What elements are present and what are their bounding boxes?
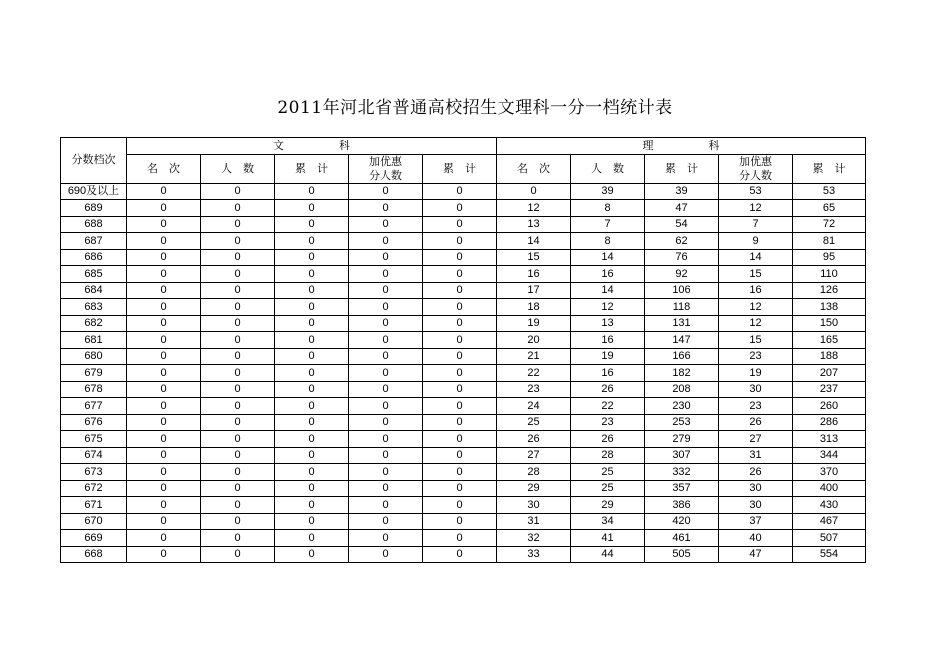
value-cell: 370 <box>793 464 866 481</box>
value-cell: 30 <box>719 381 793 398</box>
table-row <box>61 513 866 530</box>
score-cell: 678 <box>61 381 127 398</box>
value-cell: 0 <box>201 332 275 349</box>
value-cell: 0 <box>275 530 349 547</box>
table-row <box>61 282 866 299</box>
value-cell: 24 <box>497 398 571 415</box>
wenke-col-header: 累 计 <box>275 154 349 183</box>
value-cell: 0 <box>127 183 201 200</box>
value-cell: 53 <box>793 183 866 200</box>
wenke-header: 文 科 <box>127 138 497 155</box>
table-row <box>61 183 866 200</box>
value-cell: 0 <box>275 497 349 514</box>
value-cell: 40 <box>719 530 793 547</box>
table-row <box>61 381 866 398</box>
value-cell: 31 <box>497 513 571 530</box>
value-cell: 8 <box>571 200 645 217</box>
value-cell: 0 <box>423 183 497 200</box>
value-cell: 0 <box>349 249 423 266</box>
value-cell: 19 <box>571 348 645 365</box>
value-cell: 16 <box>571 365 645 382</box>
value-cell: 0 <box>201 381 275 398</box>
value-cell: 0 <box>275 546 349 563</box>
value-cell: 76 <box>645 249 719 266</box>
value-cell: 0 <box>127 381 201 398</box>
value-cell: 0 <box>201 497 275 514</box>
value-cell: 31 <box>719 447 793 464</box>
value-cell: 0 <box>349 348 423 365</box>
value-cell: 138 <box>793 299 866 316</box>
value-cell: 53 <box>719 183 793 200</box>
value-cell: 0 <box>423 299 497 316</box>
value-cell: 39 <box>645 183 719 200</box>
value-cell: 0 <box>349 530 423 547</box>
value-cell: 430 <box>793 497 866 514</box>
value-cell: 208 <box>645 381 719 398</box>
value-cell: 0 <box>201 480 275 497</box>
table-row <box>61 365 866 382</box>
value-cell: 13 <box>571 315 645 332</box>
value-cell: 332 <box>645 464 719 481</box>
value-cell: 0 <box>423 200 497 217</box>
value-cell: 0 <box>127 200 201 217</box>
value-cell: 165 <box>793 332 866 349</box>
value-cell: 0 <box>349 513 423 530</box>
value-cell: 26 <box>497 431 571 448</box>
value-cell: 0 <box>275 315 349 332</box>
value-cell: 28 <box>571 447 645 464</box>
table-row <box>61 249 866 266</box>
value-cell: 0 <box>127 431 201 448</box>
value-cell: 0 <box>349 381 423 398</box>
value-cell: 0 <box>127 249 201 266</box>
value-cell: 0 <box>127 233 201 250</box>
value-cell: 0 <box>275 431 349 448</box>
value-cell: 260 <box>793 398 866 415</box>
value-cell: 554 <box>793 546 866 563</box>
value-cell: 17 <box>497 282 571 299</box>
value-cell: 0 <box>423 249 497 266</box>
value-cell: 0 <box>127 497 201 514</box>
value-cell: 22 <box>497 365 571 382</box>
value-cell: 0 <box>275 464 349 481</box>
value-cell: 0 <box>349 546 423 563</box>
table-row <box>61 233 866 250</box>
score-cell: 672 <box>61 480 127 497</box>
like-col-header: 名 次 <box>497 154 571 183</box>
value-cell: 0 <box>127 266 201 283</box>
value-cell: 0 <box>349 464 423 481</box>
value-cell: 188 <box>793 348 866 365</box>
value-cell: 0 <box>275 299 349 316</box>
value-cell: 0 <box>423 266 497 283</box>
value-cell: 28 <box>497 464 571 481</box>
value-cell: 0 <box>275 447 349 464</box>
value-cell: 307 <box>645 447 719 464</box>
value-cell: 253 <box>645 414 719 431</box>
score-cell: 668 <box>61 546 127 563</box>
value-cell: 0 <box>201 447 275 464</box>
value-cell: 39 <box>571 183 645 200</box>
value-cell: 16 <box>719 282 793 299</box>
value-cell: 0 <box>275 216 349 233</box>
value-cell: 0 <box>127 447 201 464</box>
table-row <box>61 266 866 283</box>
like-col-header: 人 数 <box>571 154 645 183</box>
value-cell: 0 <box>349 431 423 448</box>
value-cell: 0 <box>275 266 349 283</box>
value-cell: 0 <box>201 216 275 233</box>
value-cell: 279 <box>645 431 719 448</box>
table-row <box>61 546 866 563</box>
value-cell: 507 <box>793 530 866 547</box>
value-cell: 461 <box>645 530 719 547</box>
value-cell: 0 <box>201 546 275 563</box>
value-cell: 0 <box>201 464 275 481</box>
value-cell: 0 <box>275 332 349 349</box>
score-cell: 682 <box>61 315 127 332</box>
value-cell: 0 <box>423 431 497 448</box>
table-row <box>61 414 866 431</box>
value-cell: 0 <box>349 299 423 316</box>
value-cell: 0 <box>127 530 201 547</box>
score-cell: 680 <box>61 348 127 365</box>
value-cell: 166 <box>645 348 719 365</box>
value-cell: 0 <box>201 249 275 266</box>
value-cell: 386 <box>645 497 719 514</box>
value-cell: 27 <box>719 431 793 448</box>
value-cell: 0 <box>423 398 497 415</box>
value-cell: 0 <box>275 513 349 530</box>
value-cell: 25 <box>571 480 645 497</box>
value-cell: 23 <box>719 398 793 415</box>
value-cell: 207 <box>793 365 866 382</box>
value-cell: 44 <box>571 546 645 563</box>
value-cell: 150 <box>793 315 866 332</box>
value-cell: 0 <box>423 447 497 464</box>
value-cell: 0 <box>423 464 497 481</box>
wenke-col-header: 加优惠 分人数 <box>349 154 423 183</box>
table-row <box>61 315 866 332</box>
value-cell: 0 <box>127 546 201 563</box>
value-cell: 20 <box>497 332 571 349</box>
value-cell: 14 <box>571 249 645 266</box>
value-cell: 47 <box>719 546 793 563</box>
value-cell: 23 <box>497 381 571 398</box>
score-cell: 689 <box>61 200 127 217</box>
value-cell: 0 <box>201 299 275 316</box>
value-cell: 0 <box>201 530 275 547</box>
value-cell: 110 <box>793 266 866 283</box>
value-cell: 0 <box>127 315 201 332</box>
value-cell: 29 <box>497 480 571 497</box>
value-cell: 0 <box>423 282 497 299</box>
value-cell: 0 <box>349 200 423 217</box>
value-cell: 30 <box>719 497 793 514</box>
value-cell: 0 <box>275 414 349 431</box>
score-cell: 670 <box>61 513 127 530</box>
like-col-header: 累 计 <box>793 154 866 183</box>
value-cell: 344 <box>793 447 866 464</box>
value-cell: 41 <box>571 530 645 547</box>
value-cell: 0 <box>127 299 201 316</box>
value-cell: 12 <box>719 315 793 332</box>
value-cell: 0 <box>201 431 275 448</box>
value-cell: 0 <box>201 348 275 365</box>
value-cell: 0 <box>349 216 423 233</box>
row-label-header: 分数档次 <box>61 138 127 184</box>
value-cell: 0 <box>423 365 497 382</box>
value-cell: 0 <box>127 398 201 415</box>
value-cell: 230 <box>645 398 719 415</box>
value-cell: 30 <box>719 480 793 497</box>
table-row <box>61 216 866 233</box>
value-cell: 0 <box>201 513 275 530</box>
value-cell: 0 <box>275 381 349 398</box>
wenke-col-header: 名 次 <box>127 154 201 183</box>
value-cell: 0 <box>127 332 201 349</box>
table-row <box>61 447 866 464</box>
value-cell: 0 <box>423 216 497 233</box>
score-cell: 685 <box>61 266 127 283</box>
value-cell: 0 <box>275 249 349 266</box>
value-cell: 0 <box>201 414 275 431</box>
value-cell: 0 <box>423 513 497 530</box>
value-cell: 0 <box>423 348 497 365</box>
value-cell: 0 <box>275 480 349 497</box>
value-cell: 286 <box>793 414 866 431</box>
value-cell: 0 <box>349 266 423 283</box>
score-cell: 684 <box>61 282 127 299</box>
value-cell: 0 <box>275 348 349 365</box>
wenke-col-header: 累 计 <box>423 154 497 183</box>
value-cell: 0 <box>423 381 497 398</box>
value-cell: 19 <box>719 365 793 382</box>
value-cell: 29 <box>571 497 645 514</box>
value-cell: 0 <box>349 480 423 497</box>
value-cell: 16 <box>571 332 645 349</box>
value-cell: 26 <box>719 414 793 431</box>
value-cell: 0 <box>127 464 201 481</box>
value-cell: 16 <box>497 266 571 283</box>
value-cell: 25 <box>497 414 571 431</box>
value-cell: 182 <box>645 365 719 382</box>
value-cell: 8 <box>571 233 645 250</box>
value-cell: 0 <box>349 447 423 464</box>
value-cell: 19 <box>497 315 571 332</box>
value-cell: 0 <box>275 398 349 415</box>
score-table <box>60 137 866 563</box>
value-cell: 25 <box>571 464 645 481</box>
value-cell: 21 <box>497 348 571 365</box>
header-row-group <box>61 138 866 155</box>
score-cell: 676 <box>61 414 127 431</box>
value-cell: 23 <box>719 348 793 365</box>
value-cell: 0 <box>127 365 201 382</box>
value-cell: 34 <box>571 513 645 530</box>
value-cell: 0 <box>201 315 275 332</box>
value-cell: 118 <box>645 299 719 316</box>
value-cell: 0 <box>275 183 349 200</box>
value-cell: 62 <box>645 233 719 250</box>
value-cell: 7 <box>719 216 793 233</box>
value-cell: 0 <box>349 282 423 299</box>
value-cell: 47 <box>645 200 719 217</box>
page-title: 2011年河北省普通高校招生文理科一分一档统计表 <box>277 98 673 118</box>
like-header: 理 科 <box>497 138 866 155</box>
value-cell: 15 <box>497 249 571 266</box>
value-cell: 0 <box>423 546 497 563</box>
value-cell: 0 <box>423 530 497 547</box>
value-cell: 0 <box>201 233 275 250</box>
value-cell: 33 <box>497 546 571 563</box>
table-row <box>61 464 866 481</box>
table-row <box>61 431 866 448</box>
score-cell: 677 <box>61 398 127 415</box>
value-cell: 12 <box>497 200 571 217</box>
value-cell: 54 <box>645 216 719 233</box>
score-cell: 687 <box>61 233 127 250</box>
value-cell: 37 <box>719 513 793 530</box>
value-cell: 0 <box>349 497 423 514</box>
header-row-columns <box>61 154 866 183</box>
value-cell: 467 <box>793 513 866 530</box>
value-cell: 0 <box>349 183 423 200</box>
value-cell: 313 <box>793 431 866 448</box>
value-cell: 14 <box>497 233 571 250</box>
table-row <box>61 299 866 316</box>
value-cell: 400 <box>793 480 866 497</box>
table-row <box>61 398 866 415</box>
value-cell: 65 <box>793 200 866 217</box>
like-col-header: 加优惠 分人数 <box>719 154 793 183</box>
value-cell: 0 <box>201 200 275 217</box>
value-cell: 505 <box>645 546 719 563</box>
value-cell: 0 <box>423 497 497 514</box>
value-cell: 0 <box>497 183 571 200</box>
value-cell: 0 <box>127 513 201 530</box>
value-cell: 0 <box>349 315 423 332</box>
value-cell: 81 <box>793 233 866 250</box>
value-cell: 15 <box>719 266 793 283</box>
value-cell: 420 <box>645 513 719 530</box>
value-cell: 0 <box>275 282 349 299</box>
table-row <box>61 332 866 349</box>
value-cell: 72 <box>793 216 866 233</box>
value-cell: 30 <box>497 497 571 514</box>
table-row <box>61 348 866 365</box>
value-cell: 131 <box>645 315 719 332</box>
value-cell: 0 <box>127 282 201 299</box>
table-row <box>61 497 866 514</box>
value-cell: 0 <box>201 365 275 382</box>
value-cell: 0 <box>423 414 497 431</box>
value-cell: 26 <box>571 431 645 448</box>
value-cell: 0 <box>201 282 275 299</box>
score-cell: 674 <box>61 447 127 464</box>
table-row <box>61 200 866 217</box>
like-col-header: 累 计 <box>645 154 719 183</box>
value-cell: 0 <box>201 398 275 415</box>
value-cell: 0 <box>127 414 201 431</box>
table-row <box>61 480 866 497</box>
value-cell: 12 <box>719 200 793 217</box>
value-cell: 18 <box>497 299 571 316</box>
value-cell: 95 <box>793 249 866 266</box>
value-cell: 26 <box>571 381 645 398</box>
score-cell: 671 <box>61 497 127 514</box>
value-cell: 26 <box>719 464 793 481</box>
score-cell: 686 <box>61 249 127 266</box>
value-cell: 12 <box>571 299 645 316</box>
score-cell: 675 <box>61 431 127 448</box>
value-cell: 0 <box>127 348 201 365</box>
value-cell: 14 <box>719 249 793 266</box>
score-cell: 683 <box>61 299 127 316</box>
value-cell: 7 <box>571 216 645 233</box>
value-cell: 147 <box>645 332 719 349</box>
value-cell: 12 <box>719 299 793 316</box>
value-cell: 27 <box>497 447 571 464</box>
value-cell: 32 <box>497 530 571 547</box>
score-cell: 690及以上 <box>61 183 127 200</box>
score-cell: 688 <box>61 216 127 233</box>
value-cell: 0 <box>201 266 275 283</box>
value-cell: 9 <box>719 233 793 250</box>
value-cell: 23 <box>571 414 645 431</box>
value-cell: 237 <box>793 381 866 398</box>
value-cell: 0 <box>127 216 201 233</box>
value-cell: 0 <box>275 365 349 382</box>
value-cell: 0 <box>275 200 349 217</box>
value-cell: 0 <box>349 398 423 415</box>
value-cell: 22 <box>571 398 645 415</box>
value-cell: 0 <box>275 233 349 250</box>
value-cell: 0 <box>349 365 423 382</box>
value-cell: 15 <box>719 332 793 349</box>
value-cell: 0 <box>349 332 423 349</box>
score-cell: 681 <box>61 332 127 349</box>
value-cell: 16 <box>571 266 645 283</box>
value-cell: 357 <box>645 480 719 497</box>
value-cell: 0 <box>127 480 201 497</box>
table-row <box>61 530 866 547</box>
value-cell: 0 <box>423 233 497 250</box>
value-cell: 13 <box>497 216 571 233</box>
wenke-col-header: 人 数 <box>201 154 275 183</box>
value-cell: 0 <box>423 332 497 349</box>
value-cell: 106 <box>645 282 719 299</box>
value-cell: 0 <box>423 480 497 497</box>
value-cell: 92 <box>645 266 719 283</box>
value-cell: 126 <box>793 282 866 299</box>
value-cell: 0 <box>201 183 275 200</box>
score-cell: 673 <box>61 464 127 481</box>
score-cell: 679 <box>61 365 127 382</box>
value-cell: 14 <box>571 282 645 299</box>
value-cell: 0 <box>423 315 497 332</box>
value-cell: 0 <box>349 414 423 431</box>
value-cell: 0 <box>349 233 423 250</box>
score-cell: 669 <box>61 530 127 547</box>
